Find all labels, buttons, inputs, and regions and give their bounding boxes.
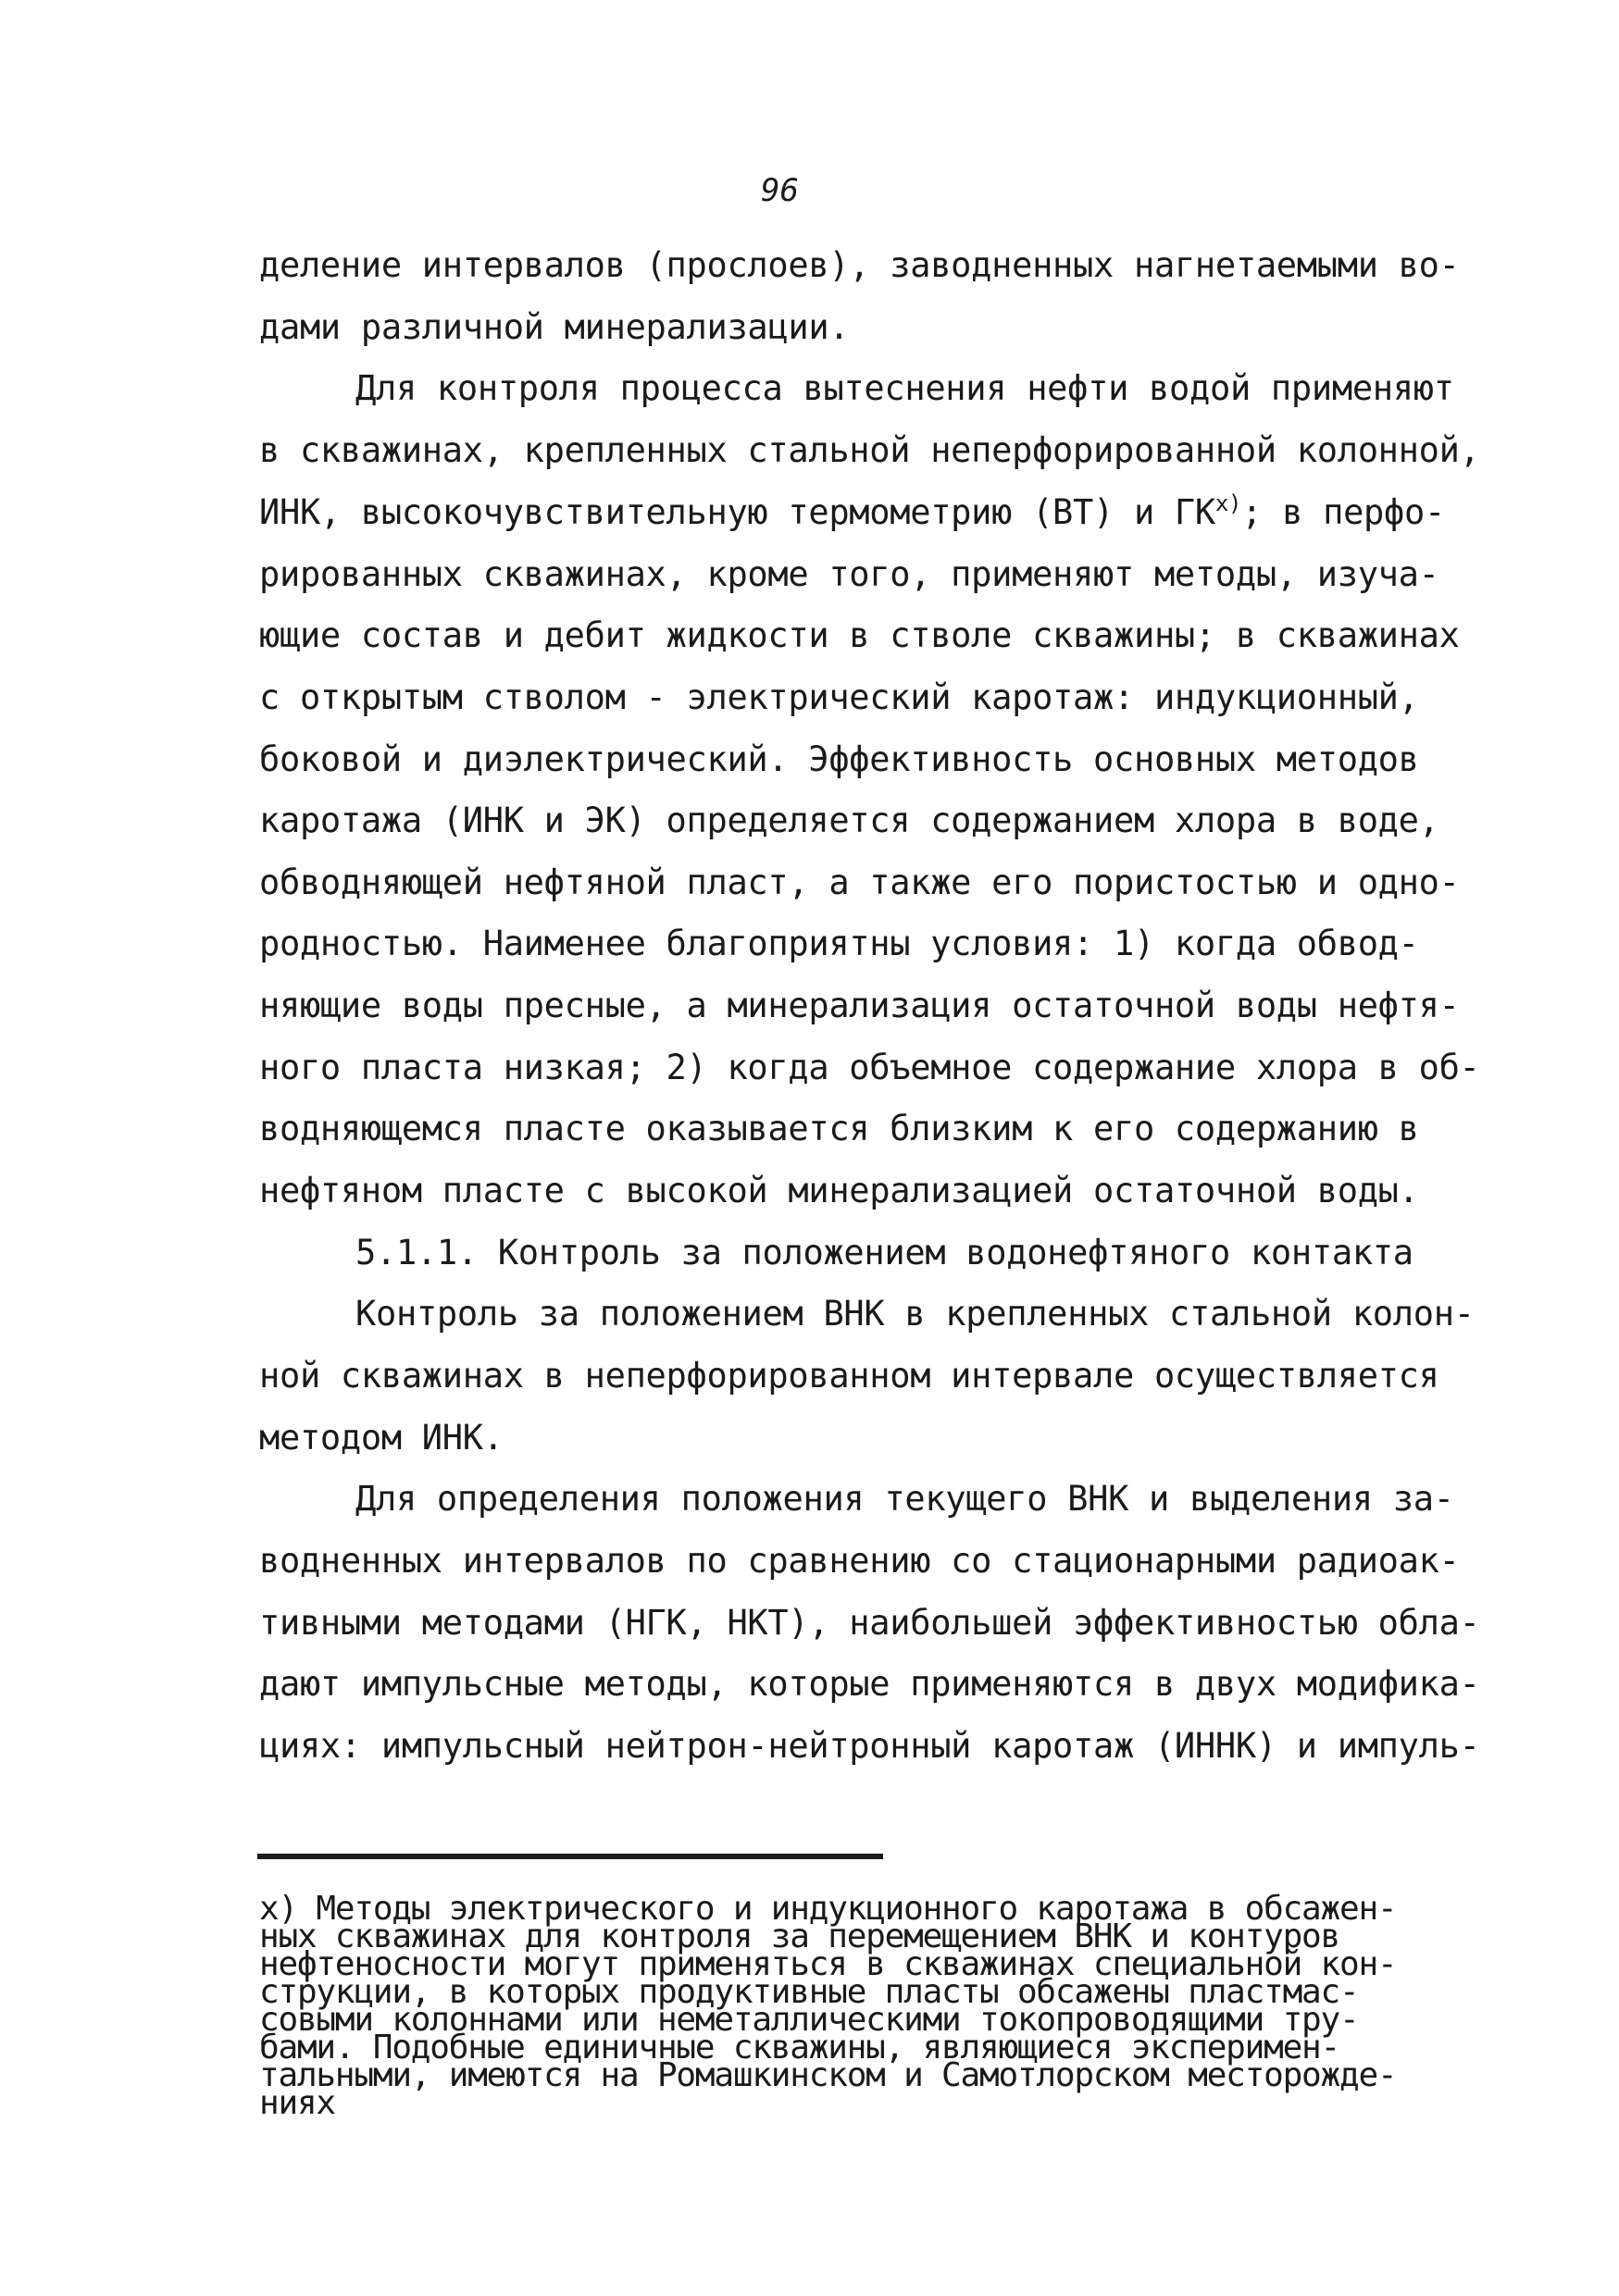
- footnote-line: ных скважинах для контроля за перемещением ВНК и контуров: [259, 1917, 1340, 1955]
- body-line: [259, 490, 1445, 532]
- section-heading: 5.1.1. Контроль за положением водонефтяного контакта: [355, 1233, 1414, 1272]
- footnote-line: x) Методы электрического и индукционного каротажа в обсажен-: [259, 1890, 1397, 1928]
- body-text: ИНК, высокочувствительную термометрию (ВТ) и ГК: [259, 492, 1215, 532]
- body-line: Контроль за положением ВНК в крепленных стальной колон-: [355, 1294, 1475, 1334]
- footnote-line: струкции, в которых продуктивные пласты обсажены пластмас-: [259, 1973, 1359, 2011]
- body-line: дают импульсные методы, которые применяются в двух модифика-: [259, 1664, 1480, 1704]
- body-line: в скважинах, крепленных стальной неперфорированной колонной,: [259, 430, 1480, 470]
- body-line: ного пласта низкая; 2) когда объемное содержание хлора в об-: [259, 1048, 1480, 1087]
- footnote-line: бами. Подобные единичные скважины, являющиеся эксперимен-: [259, 2029, 1340, 2066]
- footnote-line: совыми колоннами или неметаллическими токопроводящими тру-: [259, 2001, 1359, 2039]
- body-text: ; в перфо-: [1241, 492, 1445, 532]
- body-line: циях: импульсный нейтрон-нейтронный каротаж (ИННК) и импуль-: [259, 1726, 1480, 1766]
- body-line: с открытым стволом - электрический каротаж: индукционный,: [259, 677, 1419, 717]
- body-line: каротажа (ИНК и ЭК) определяется содержанием хлора в воде,: [259, 800, 1439, 840]
- body-line: нефтяном пласте с высокой минерализацией остаточной воды.: [259, 1171, 1419, 1210]
- body-line: ной скважинах в неперфорированном интервале осуществляется: [259, 1356, 1439, 1396]
- body-line: методом ИНК.: [259, 1418, 504, 1458]
- body-line: водненных интервалов по сравнению со стационарными радиоак-: [259, 1541, 1460, 1581]
- body-line: обводняющей нефтяной пласт, а также его пористостью и одно-: [259, 863, 1460, 902]
- body-line: рированных скважинах, кроме того, применяют методы, изуча-: [259, 554, 1439, 594]
- footnote-line: тальными, имеются на Ромашкинском и Самотлорском месторожде-: [259, 2056, 1397, 2094]
- body-line: боковой и диэлектрический. Эффективность основных методов: [259, 739, 1419, 779]
- body-line: водняющемся пласте оказывается близким к его содержанию в: [259, 1109, 1419, 1148]
- footnote-marker: x): [1214, 490, 1242, 516]
- footnote-line: ниях: [259, 2084, 335, 2122]
- body-line: дами различной минерализации.: [259, 307, 850, 347]
- body-line: ющие состав и дебит жидкости в стволе скважины; в скважинах: [259, 615, 1460, 655]
- body-line: Для контроля процесса вытеснения нефти водой применяют: [355, 368, 1454, 408]
- footnote-rule: [257, 1854, 883, 1859]
- page-number: 96: [761, 172, 799, 209]
- footnote-line: нефтеносности могут применяться в скважинах специальной кон-: [259, 1945, 1397, 1983]
- body-line: Для определения положения текущего ВНК и выделения за-: [355, 1479, 1454, 1519]
- body-line: няющие воды пресные, а минерализация остаточной воды нефтя-: [259, 986, 1460, 1025]
- body-line: деление интервалов (прослоев), заводненных нагнетаемыми во-: [259, 245, 1460, 285]
- body-line: тивными методами (НГК, НКТ), наибольшей эффективностью обла-: [259, 1603, 1480, 1643]
- body-line: родностью. Наименее благоприятны условия: 1) когда обвод-: [259, 924, 1419, 963]
